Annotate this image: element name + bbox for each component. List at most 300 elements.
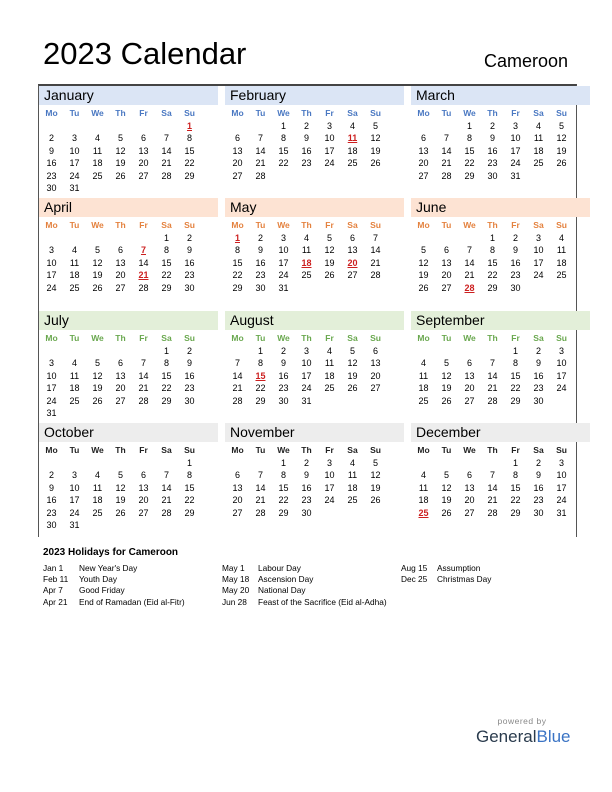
day-cell[interactable]: 4 — [420, 358, 426, 369]
day-cell[interactable]: 25 — [69, 282, 80, 293]
day-cell[interactable]: 8 — [234, 245, 240, 256]
day-cell[interactable]: 7 — [257, 133, 263, 144]
day-cell[interactable]: 8 — [466, 133, 472, 144]
day-cell[interactable]: 20 — [115, 383, 126, 394]
day-cell[interactable]: 28 — [161, 170, 172, 181]
day-cell[interactable]: 18 — [347, 145, 358, 156]
holiday-day[interactable]: 1 — [186, 121, 192, 131]
day-cell[interactable]: 2 — [303, 121, 309, 131]
day-cell[interactable]: 13 — [232, 482, 243, 493]
day-cell[interactable]: 10 — [533, 245, 544, 256]
day-cell[interactable]: 11 — [418, 482, 429, 493]
day-cell[interactable]: 12 — [115, 482, 126, 493]
day-cell[interactable]: 16 — [301, 482, 312, 493]
day-cell[interactable]: 30 — [255, 282, 266, 293]
day-cell[interactable]: 25 — [347, 158, 358, 169]
day-cell[interactable]: 7 — [489, 470, 495, 481]
day-cell[interactable]: 14 — [161, 145, 172, 156]
day-cell[interactable]: 19 — [92, 270, 103, 281]
day-cell[interactable]: 29 — [510, 507, 521, 518]
day-cell[interactable]: 19 — [441, 383, 452, 394]
day-cell[interactable]: 7 — [140, 358, 146, 369]
day-cell[interactable]: 9 — [186, 358, 192, 369]
day-cell[interactable]: 30 — [487, 170, 498, 181]
day-cell[interactable]: 20 — [464, 383, 475, 394]
holiday-day[interactable]: 21 — [138, 270, 149, 281]
day-cell[interactable]: 4 — [558, 233, 564, 243]
day-cell[interactable]: 16 — [184, 370, 195, 381]
day-cell[interactable]: 24 — [46, 282, 57, 293]
day-cell[interactable]: 11 — [556, 245, 567, 256]
day-cell[interactable]: 17 — [510, 145, 521, 156]
day-cell[interactable]: 9 — [186, 245, 192, 256]
holiday-day[interactable]: 20 — [347, 257, 358, 268]
day-cell[interactable]: 9 — [257, 245, 263, 256]
day-cell[interactable]: 3 — [71, 470, 77, 481]
day-cell[interactable]: 21 — [370, 257, 381, 268]
day-cell[interactable]: 18 — [324, 370, 335, 381]
day-cell[interactable]: 21 — [487, 383, 498, 394]
day-cell[interactable]: 2 — [535, 458, 541, 468]
day-cell[interactable]: 4 — [349, 121, 355, 131]
day-cell[interactable]: 23 — [278, 383, 289, 394]
day-cell[interactable]: 22 — [487, 270, 498, 281]
day-cell[interactable]: 13 — [464, 482, 475, 493]
holiday-day[interactable]: 15 — [255, 370, 266, 381]
day-cell[interactable]: 2 — [280, 346, 286, 356]
holiday-day[interactable]: 1 — [234, 233, 240, 243]
day-cell[interactable]: 9 — [489, 133, 495, 144]
day-cell[interactable]: 23 — [46, 507, 57, 518]
day-cell[interactable]: 22 — [184, 158, 195, 169]
day-cell[interactable]: 23 — [510, 270, 521, 281]
day-cell[interactable]: 24 — [69, 170, 80, 181]
day-cell[interactable]: 14 — [138, 257, 149, 268]
day-cell[interactable]: 11 — [69, 257, 80, 268]
day-cell[interactable]: 20 — [115, 270, 126, 281]
day-cell[interactable]: 3 — [71, 133, 77, 144]
day-cell[interactable]: 5 — [94, 358, 100, 369]
day-cell[interactable]: 30 — [46, 519, 57, 530]
day-cell[interactable]: 15 — [184, 145, 195, 156]
day-cell[interactable]: 2 — [303, 458, 309, 468]
day-cell[interactable]: 19 — [115, 158, 126, 169]
day-cell[interactable]: 21 — [138, 383, 149, 394]
day-cell[interactable]: 14 — [232, 370, 243, 381]
day-cell[interactable]: 11 — [301, 245, 312, 256]
day-cell[interactable]: 29 — [278, 507, 289, 518]
day-cell[interactable]: 14 — [161, 482, 172, 493]
day-cell[interactable]: 15 — [510, 370, 521, 381]
day-cell[interactable]: 26 — [324, 270, 335, 281]
day-cell[interactable]: 6 — [140, 470, 146, 481]
day-cell[interactable]: 16 — [533, 482, 544, 493]
day-cell[interactable]: 19 — [370, 145, 381, 156]
day-cell[interactable]: 21 — [161, 495, 172, 506]
day-cell[interactable]: 25 — [418, 395, 429, 406]
day-cell[interactable]: 24 — [324, 495, 335, 506]
day-cell[interactable]: 11 — [69, 370, 80, 381]
day-cell[interactable]: 23 — [301, 495, 312, 506]
day-cell[interactable]: 16 — [46, 158, 57, 169]
day-cell[interactable]: 20 — [441, 270, 452, 281]
day-cell[interactable]: 26 — [370, 158, 381, 169]
day-cell[interactable]: 16 — [46, 495, 57, 506]
day-cell[interactable]: 31 — [46, 407, 57, 418]
day-cell[interactable]: 10 — [324, 470, 335, 481]
day-cell[interactable]: 7 — [466, 245, 472, 256]
day-cell[interactable]: 12 — [418, 257, 429, 268]
day-cell[interactable]: 4 — [326, 346, 332, 356]
day-cell[interactable]: 11 — [92, 482, 103, 493]
day-cell[interactable]: 29 — [487, 282, 498, 293]
day-cell[interactable]: 27 — [232, 507, 243, 518]
day-cell[interactable]: 21 — [255, 495, 266, 506]
day-cell[interactable]: 27 — [441, 282, 452, 293]
day-cell[interactable]: 6 — [117, 245, 123, 256]
day-cell[interactable]: 15 — [510, 482, 521, 493]
day-cell[interactable]: 8 — [186, 470, 192, 481]
day-cell[interactable]: 19 — [441, 495, 452, 506]
day-cell[interactable]: 10 — [510, 133, 521, 144]
day-cell[interactable]: 8 — [512, 358, 518, 369]
day-cell[interactable]: 1 — [257, 346, 263, 356]
day-cell[interactable]: 16 — [278, 370, 289, 381]
day-cell[interactable]: 13 — [441, 257, 452, 268]
day-cell[interactable]: 10 — [301, 358, 312, 369]
day-cell[interactable]: 7 — [257, 470, 263, 481]
day-cell[interactable]: 31 — [510, 170, 521, 181]
day-cell[interactable]: 17 — [46, 270, 57, 281]
day-cell[interactable]: 13 — [418, 145, 429, 156]
day-cell[interactable]: 20 — [418, 158, 429, 169]
day-cell[interactable]: 8 — [489, 245, 495, 256]
day-cell[interactable]: 11 — [347, 470, 358, 481]
day-cell[interactable]: 1 — [186, 458, 192, 468]
day-cell[interactable]: 5 — [443, 358, 449, 369]
day-cell[interactable]: 1 — [280, 121, 286, 131]
day-cell[interactable]: 26 — [441, 507, 452, 518]
day-cell[interactable]: 5 — [349, 346, 355, 356]
day-cell[interactable]: 5 — [372, 458, 378, 468]
day-cell[interactable]: 10 — [278, 245, 289, 256]
day-cell[interactable]: 9 — [303, 133, 309, 144]
day-cell[interactable]: 22 — [510, 495, 521, 506]
day-cell[interactable]: 31 — [278, 282, 289, 293]
day-cell[interactable]: 24 — [324, 158, 335, 169]
day-cell[interactable]: 9 — [512, 245, 518, 256]
day-cell[interactable]: 13 — [115, 370, 126, 381]
day-cell[interactable]: 9 — [48, 145, 54, 156]
day-cell[interactable]: 13 — [138, 482, 149, 493]
day-cell[interactable]: 25 — [533, 158, 544, 169]
day-cell[interactable]: 5 — [420, 245, 426, 256]
day-cell[interactable]: 17 — [301, 370, 312, 381]
day-cell[interactable]: 31 — [69, 519, 80, 530]
day-cell[interactable]: 28 — [232, 395, 243, 406]
day-cell[interactable]: 24 — [69, 507, 80, 518]
day-cell[interactable]: 11 — [418, 370, 429, 381]
holiday-day[interactable]: 28 — [464, 282, 475, 293]
day-cell[interactable]: 4 — [535, 121, 541, 131]
day-cell[interactable]: 27 — [138, 170, 149, 181]
day-cell[interactable]: 21 — [441, 158, 452, 169]
day-cell[interactable]: 18 — [533, 145, 544, 156]
day-cell[interactable]: 8 — [257, 358, 263, 369]
day-cell[interactable]: 13 — [138, 145, 149, 156]
day-cell[interactable]: 3 — [535, 233, 541, 243]
day-cell[interactable]: 18 — [92, 158, 103, 169]
day-cell[interactable]: 2 — [186, 233, 192, 243]
day-cell[interactable]: 26 — [115, 507, 126, 518]
day-cell[interactable]: 19 — [324, 257, 335, 268]
day-cell[interactable]: 2 — [48, 470, 54, 481]
day-cell[interactable]: 27 — [115, 395, 126, 406]
day-cell[interactable]: 14 — [487, 370, 498, 381]
day-cell[interactable]: 13 — [115, 257, 126, 268]
day-cell[interactable]: 21 — [255, 158, 266, 169]
day-cell[interactable]: 30 — [533, 507, 544, 518]
day-cell[interactable]: 21 — [464, 270, 475, 281]
day-cell[interactable]: 25 — [92, 170, 103, 181]
day-cell[interactable]: 3 — [558, 346, 564, 356]
day-cell[interactable]: 7 — [489, 358, 495, 369]
day-cell[interactable]: 4 — [71, 358, 77, 369]
day-cell[interactable]: 28 — [487, 507, 498, 518]
day-cell[interactable]: 17 — [533, 257, 544, 268]
day-cell[interactable]: 18 — [69, 270, 80, 281]
day-cell[interactable]: 4 — [303, 233, 309, 243]
day-cell[interactable]: 29 — [464, 170, 475, 181]
day-cell[interactable]: 1 — [512, 346, 518, 356]
day-cell[interactable]: 1 — [466, 121, 472, 131]
day-cell[interactable]: 12 — [370, 133, 381, 144]
day-cell[interactable]: 22 — [464, 158, 475, 169]
holiday-day[interactable]: 11 — [347, 133, 358, 144]
day-cell[interactable]: 27 — [138, 507, 149, 518]
day-cell[interactable]: 9 — [48, 482, 54, 493]
day-cell[interactable]: 16 — [487, 145, 498, 156]
day-cell[interactable]: 8 — [280, 133, 286, 144]
day-cell[interactable]: 14 — [441, 145, 452, 156]
day-cell[interactable]: 1 — [163, 233, 169, 243]
day-cell[interactable]: 3 — [48, 358, 54, 369]
day-cell[interactable]: 28 — [441, 170, 452, 181]
day-cell[interactable]: 3 — [326, 121, 332, 131]
day-cell[interactable]: 3 — [326, 458, 332, 468]
day-cell[interactable]: 18 — [347, 482, 358, 493]
day-cell[interactable]: 28 — [255, 507, 266, 518]
day-cell[interactable]: 1 — [512, 458, 518, 468]
day-cell[interactable]: 6 — [443, 245, 449, 256]
day-cell[interactable]: 18 — [418, 383, 429, 394]
day-cell[interactable]: 16 — [255, 257, 266, 268]
day-cell[interactable]: 3 — [280, 233, 286, 243]
day-cell[interactable]: 4 — [349, 458, 355, 468]
day-cell[interactable]: 12 — [347, 358, 358, 369]
day-cell[interactable]: 24 — [301, 383, 312, 394]
day-cell[interactable]: 25 — [69, 395, 80, 406]
day-cell[interactable]: 28 — [255, 170, 266, 181]
day-cell[interactable]: 5 — [326, 233, 332, 243]
day-cell[interactable]: 11 — [324, 358, 335, 369]
day-cell[interactable]: 13 — [347, 245, 358, 256]
day-cell[interactable]: 20 — [464, 495, 475, 506]
day-cell[interactable]: 27 — [347, 270, 358, 281]
day-cell[interactable]: 8 — [163, 245, 169, 256]
day-cell[interactable]: 13 — [232, 145, 243, 156]
day-cell[interactable]: 8 — [280, 470, 286, 481]
day-cell[interactable]: 11 — [92, 145, 103, 156]
day-cell[interactable]: 17 — [556, 370, 567, 381]
day-cell[interactable]: 26 — [418, 282, 429, 293]
day-cell[interactable]: 20 — [232, 495, 243, 506]
day-cell[interactable]: 7 — [443, 133, 449, 144]
day-cell[interactable]: 1 — [163, 346, 169, 356]
day-cell[interactable]: 24 — [533, 270, 544, 281]
day-cell[interactable]: 23 — [301, 158, 312, 169]
day-cell[interactable]: 26 — [92, 282, 103, 293]
day-cell[interactable]: 29 — [232, 282, 243, 293]
day-cell[interactable]: 24 — [278, 270, 289, 281]
day-cell[interactable]: 4 — [420, 470, 426, 481]
day-cell[interactable]: 8 — [512, 470, 518, 481]
day-cell[interactable]: 25 — [324, 383, 335, 394]
day-cell[interactable]: 28 — [161, 507, 172, 518]
day-cell[interactable]: 29 — [161, 282, 172, 293]
day-cell[interactable]: 25 — [301, 270, 312, 281]
day-cell[interactable]: 29 — [184, 507, 195, 518]
day-cell[interactable]: 4 — [94, 133, 100, 144]
day-cell[interactable]: 6 — [420, 133, 426, 144]
day-cell[interactable]: 12 — [92, 257, 103, 268]
day-cell[interactable]: 31 — [301, 395, 312, 406]
day-cell[interactable]: 28 — [138, 395, 149, 406]
day-cell[interactable]: 10 — [69, 482, 80, 493]
day-cell[interactable]: 31 — [69, 182, 80, 193]
day-cell[interactable]: 24 — [556, 495, 567, 506]
day-cell[interactable]: 19 — [115, 495, 126, 506]
day-cell[interactable]: 23 — [184, 270, 195, 281]
day-cell[interactable]: 28 — [370, 270, 381, 281]
day-cell[interactable]: 29 — [510, 395, 521, 406]
day-cell[interactable]: 3 — [558, 458, 564, 468]
day-cell[interactable]: 4 — [71, 245, 77, 256]
day-cell[interactable]: 7 — [234, 358, 240, 369]
generalblue-logo[interactable] — [476, 716, 571, 748]
day-cell[interactable]: 5 — [94, 245, 100, 256]
day-cell[interactable]: 27 — [418, 170, 429, 181]
day-cell[interactable]: 12 — [441, 482, 452, 493]
day-cell[interactable]: 15 — [232, 257, 243, 268]
day-cell[interactable]: 26 — [347, 383, 358, 394]
day-cell[interactable]: 8 — [186, 133, 192, 144]
day-cell[interactable]: 6 — [140, 133, 146, 144]
day-cell[interactable]: 9 — [535, 358, 541, 369]
day-cell[interactable]: 13 — [370, 358, 381, 369]
holiday-day[interactable]: 25 — [418, 507, 429, 518]
day-cell[interactable]: 14 — [138, 370, 149, 381]
day-cell[interactable]: 12 — [324, 245, 335, 256]
day-cell[interactable]: 4 — [94, 470, 100, 481]
day-cell[interactable]: 24 — [556, 383, 567, 394]
day-cell[interactable]: 20 — [232, 158, 243, 169]
day-cell[interactable]: 5 — [558, 121, 564, 131]
day-cell[interactable]: 16 — [301, 145, 312, 156]
day-cell[interactable]: 5 — [117, 133, 123, 144]
day-cell[interactable]: 17 — [324, 482, 335, 493]
day-cell[interactable]: 6 — [117, 358, 123, 369]
day-cell[interactable]: 12 — [115, 145, 126, 156]
day-cell[interactable]: 2 — [257, 233, 263, 243]
day-cell[interactable]: 17 — [46, 383, 57, 394]
day-cell[interactable]: 31 — [556, 507, 567, 518]
day-cell[interactable]: 14 — [370, 245, 381, 256]
holiday-day[interactable]: 7 — [140, 245, 146, 256]
day-cell[interactable]: 15 — [184, 482, 195, 493]
day-cell[interactable]: 23 — [533, 383, 544, 394]
day-cell[interactable]: 25 — [92, 507, 103, 518]
day-cell[interactable]: 22 — [232, 270, 243, 281]
day-cell[interactable]: 15 — [161, 257, 172, 268]
day-cell[interactable]: 30 — [278, 395, 289, 406]
day-cell[interactable]: 30 — [510, 282, 521, 293]
day-cell[interactable]: 27 — [115, 282, 126, 293]
day-cell[interactable]: 19 — [347, 370, 358, 381]
day-cell[interactable]: 18 — [92, 495, 103, 506]
day-cell[interactable]: 2 — [186, 346, 192, 356]
day-cell[interactable]: 17 — [69, 495, 80, 506]
day-cell[interactable]: 22 — [510, 383, 521, 394]
day-cell[interactable]: 3 — [303, 346, 309, 356]
day-cell[interactable]: 7 — [372, 233, 378, 243]
day-cell[interactable]: 18 — [418, 495, 429, 506]
day-cell[interactable]: 2 — [512, 233, 518, 243]
day-cell[interactable]: 23 — [184, 383, 195, 394]
day-cell[interactable]: 16 — [510, 257, 521, 268]
day-cell[interactable]: 17 — [69, 158, 80, 169]
holiday-day[interactable]: 18 — [301, 257, 312, 268]
day-cell[interactable]: 27 — [232, 170, 243, 181]
day-cell[interactable]: 19 — [370, 482, 381, 493]
day-cell[interactable]: 26 — [92, 395, 103, 406]
day-cell[interactable]: 9 — [535, 470, 541, 481]
day-cell[interactable]: 24 — [46, 395, 57, 406]
day-cell[interactable]: 14 — [255, 482, 266, 493]
day-cell[interactable]: 12 — [92, 370, 103, 381]
day-cell[interactable]: 15 — [464, 145, 475, 156]
day-cell[interactable]: 20 — [138, 495, 149, 506]
day-cell[interactable]: 13 — [464, 370, 475, 381]
day-cell[interactable]: 10 — [46, 370, 57, 381]
day-cell[interactable]: 12 — [441, 370, 452, 381]
day-cell[interactable]: 11 — [533, 133, 544, 144]
day-cell[interactable]: 19 — [556, 145, 567, 156]
day-cell[interactable]: 28 — [487, 395, 498, 406]
day-cell[interactable]: 23 — [46, 170, 57, 181]
day-cell[interactable]: 28 — [138, 282, 149, 293]
day-cell[interactable]: 22 — [255, 383, 266, 394]
day-cell[interactable]: 21 — [232, 383, 243, 394]
day-cell[interactable]: 17 — [556, 482, 567, 493]
day-cell[interactable]: 8 — [163, 358, 169, 369]
day-cell[interactable]: 2 — [48, 133, 54, 144]
day-cell[interactable]: 24 — [510, 158, 521, 169]
day-cell[interactable]: 20 — [370, 370, 381, 381]
day-cell[interactable]: 16 — [184, 257, 195, 268]
day-cell[interactable]: 1 — [280, 458, 286, 468]
day-cell[interactable]: 22 — [161, 383, 172, 394]
